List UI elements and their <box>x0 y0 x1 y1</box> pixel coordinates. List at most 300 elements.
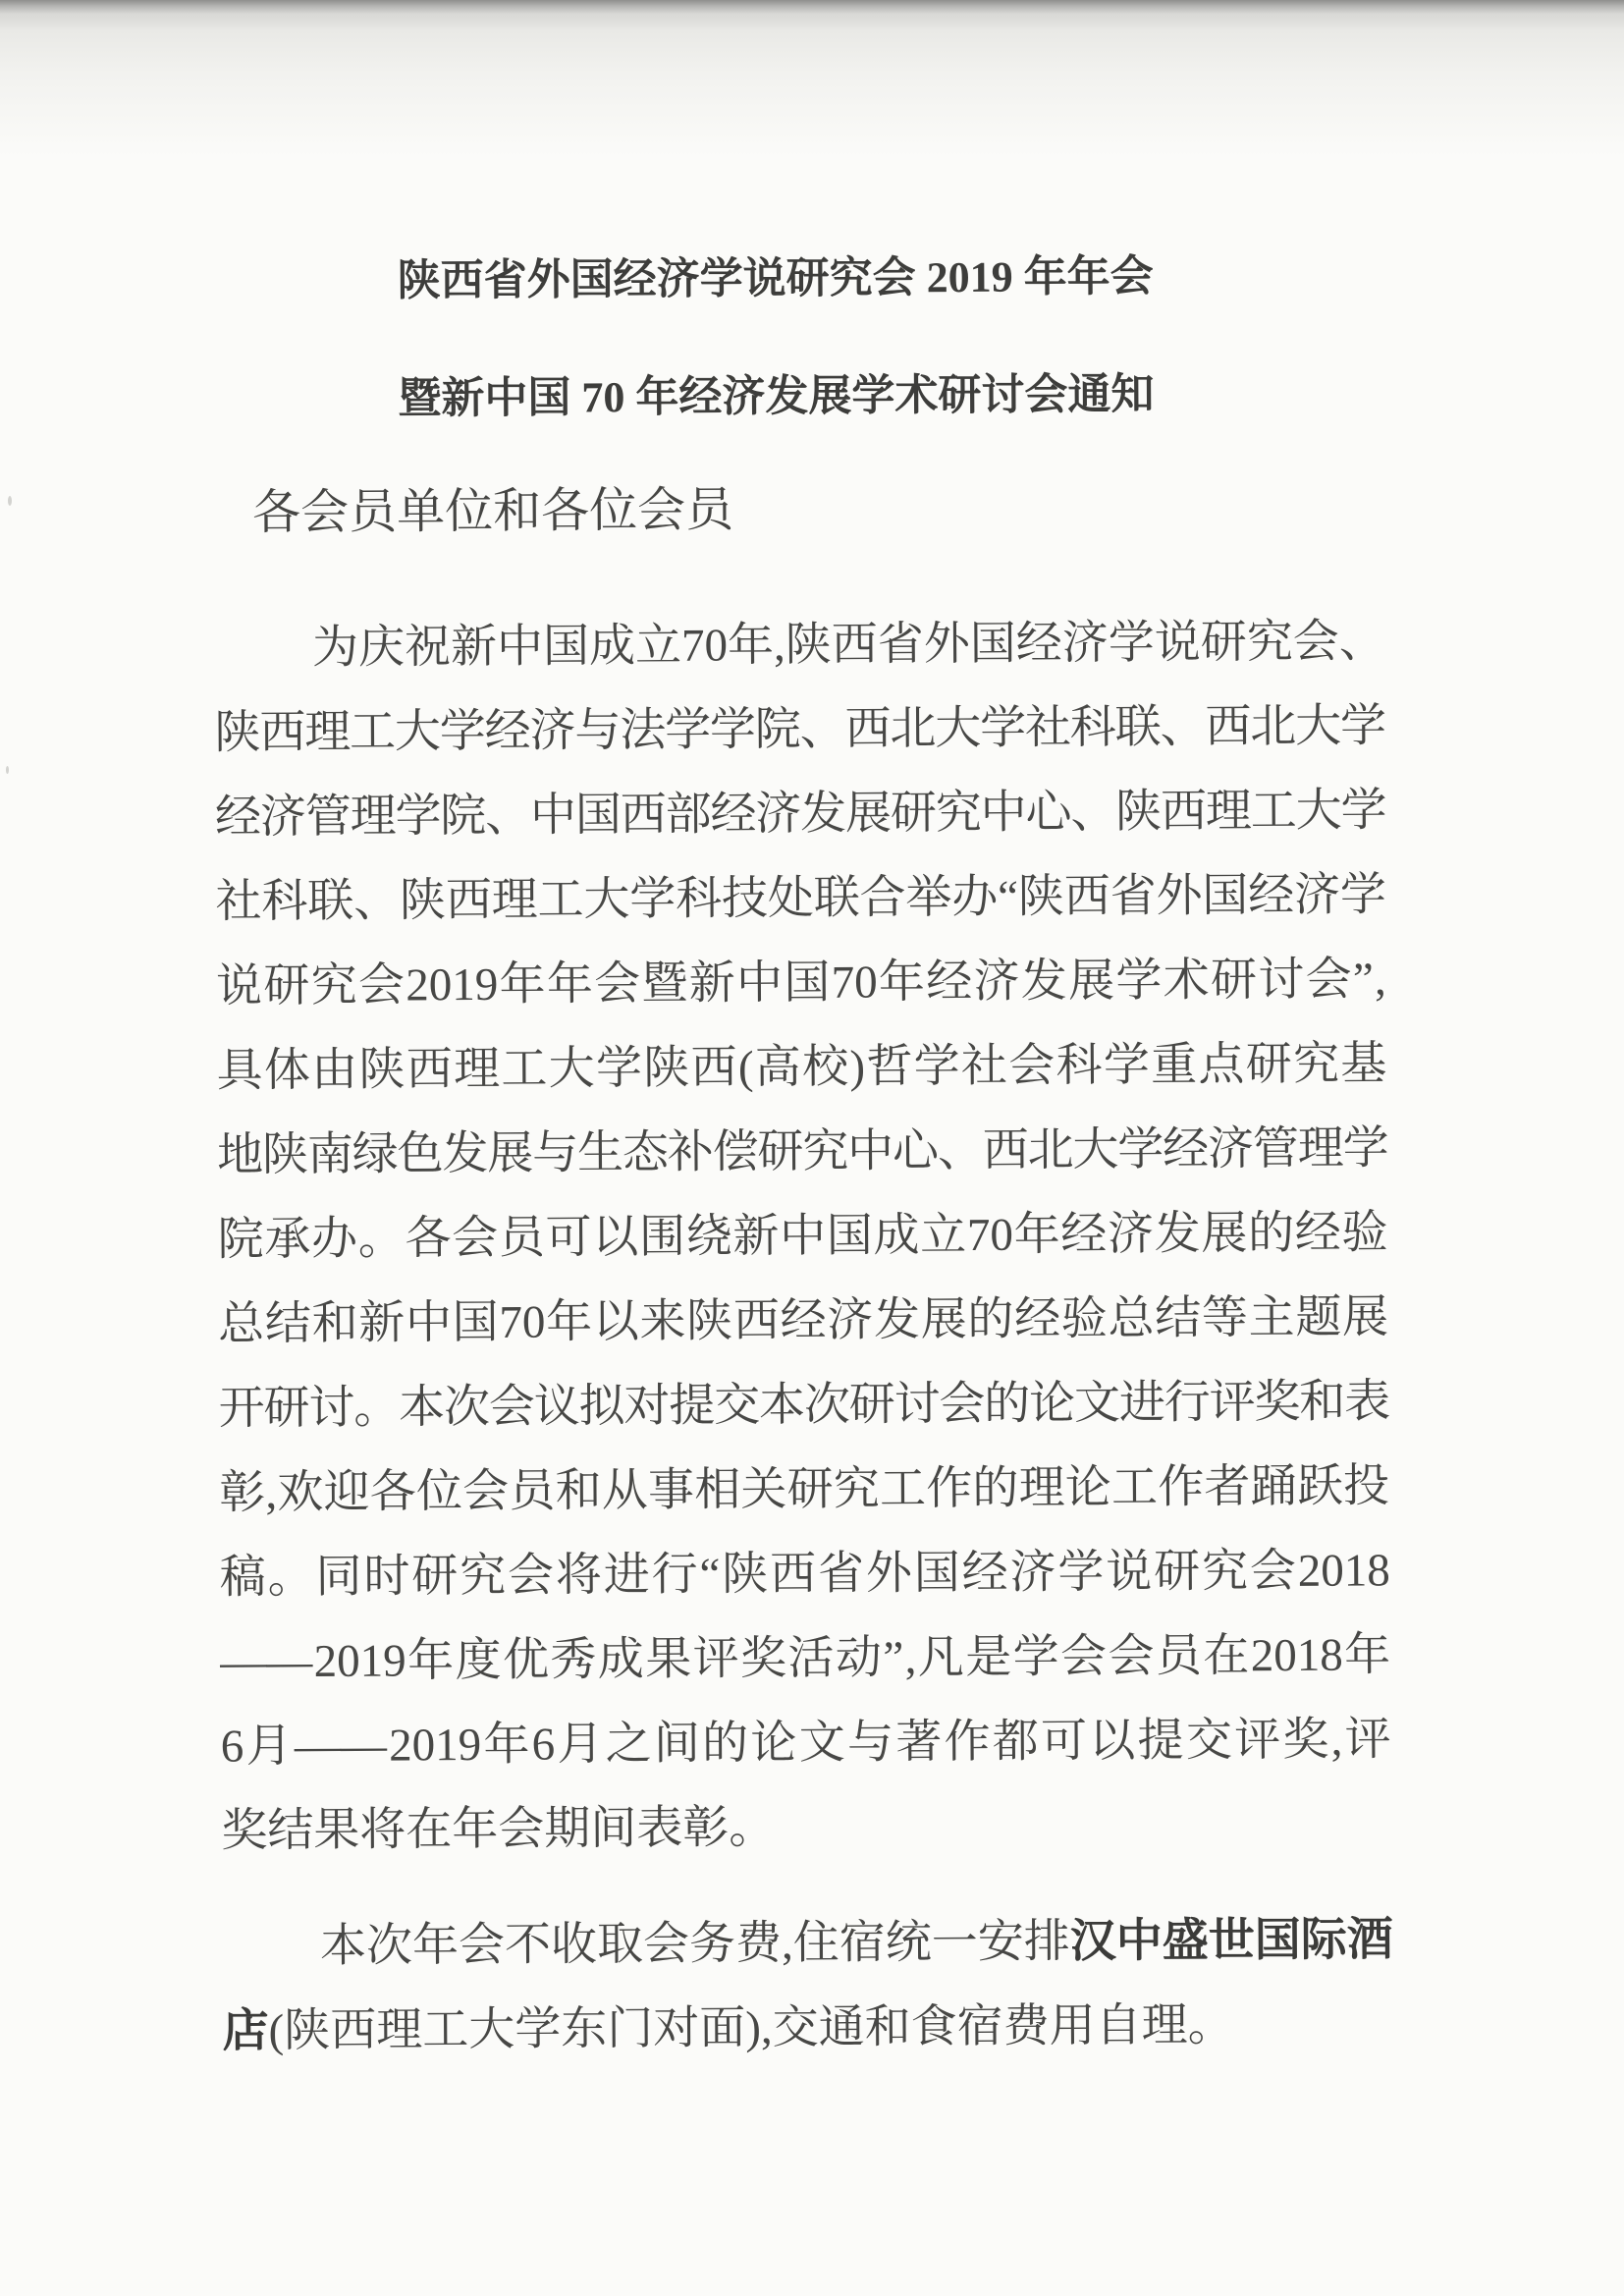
body-text: 交 <box>714 1380 759 1432</box>
body-text: 承 <box>264 1214 311 1266</box>
body-text: 研 <box>1200 617 1247 669</box>
body-text: 社 <box>960 1040 1008 1092</box>
body-text: 经 <box>1294 1207 1341 1259</box>
body-text: 祝 <box>404 622 452 674</box>
body-text: 国 <box>784 957 831 1010</box>
body-text: 来 <box>639 1295 686 1348</box>
body-text: 绕 <box>685 1211 732 1263</box>
body-text: 讨 <box>308 1382 354 1435</box>
text-line <box>218 1359 1389 1450</box>
body-text: 排 <box>1023 1916 1070 1968</box>
body-text: 西 <box>769 1548 817 1601</box>
body-text: 会 <box>594 957 641 1011</box>
body-text: 工 <box>1250 785 1296 838</box>
body-text: ” <box>1352 954 1374 1006</box>
body-text: 说 <box>1154 617 1201 669</box>
body-text: 展 <box>844 788 891 840</box>
body-text: 年 <box>483 1719 530 1771</box>
body-text: 结 <box>1155 1292 1202 1344</box>
body-text: 、 <box>799 703 845 755</box>
body-text: 生 <box>576 1127 623 1179</box>
body-text: 庆 <box>357 622 406 674</box>
body-text: 陕 <box>1017 871 1064 923</box>
body-text: 评 <box>1233 1715 1281 1767</box>
body-text: 学 <box>1117 1123 1163 1176</box>
body-text: 70 <box>831 957 878 1009</box>
body-text: 暨 <box>641 957 688 1010</box>
body-text: 投 <box>1342 1460 1390 1512</box>
body-text: 联 <box>813 872 860 924</box>
body-text: 会 <box>458 1919 506 1972</box>
body-text: 西 <box>831 619 878 671</box>
body-text: 陕 <box>686 1295 733 1347</box>
body-text: 科 <box>1056 1040 1103 1092</box>
body-text: 展 <box>920 1293 967 1346</box>
body-text: 理 <box>350 791 396 843</box>
body-text: 学 <box>1339 869 1386 921</box>
body-text: 年 <box>1013 1209 1060 1261</box>
body-text: 讨 <box>1258 954 1305 1007</box>
body-text: “ <box>998 871 1018 923</box>
body-text: 果 <box>645 1633 692 1685</box>
body-text: , <box>781 1918 793 1970</box>
body-text: 南 <box>306 1128 352 1181</box>
body-text: 学 <box>664 704 710 756</box>
body-text: 与 <box>846 1717 894 1769</box>
body-text: 中 <box>405 1297 453 1349</box>
body-text: 题 <box>1295 1291 1342 1343</box>
body-text: 经 <box>780 1294 827 1347</box>
body-text: 年 <box>727 620 775 672</box>
body-text: 地 <box>216 1129 262 1181</box>
body-text: 各 <box>405 1213 452 1265</box>
body-text: 成 <box>873 1210 920 1262</box>
body-text: 处 <box>767 872 814 925</box>
body-text: 同 <box>315 1551 362 1604</box>
body-text: 大 <box>1294 700 1340 752</box>
text-line <box>216 1021 1387 1113</box>
body-text: 发 <box>442 1127 488 1180</box>
body-text: 经 <box>710 789 756 841</box>
body-text: 济 <box>827 1294 874 1346</box>
body-text: 中 <box>529 790 575 842</box>
body-text: 展 <box>1341 1291 1389 1343</box>
body-text: ) <box>849 1041 866 1093</box>
body-text: 发 <box>800 788 845 840</box>
body-text: 省 <box>1110 870 1157 923</box>
body-text: 会 <box>939 1378 985 1431</box>
body-text: 经 <box>1015 618 1062 670</box>
text-line <box>215 768 1386 859</box>
body-text: 评 <box>1344 1714 1391 1766</box>
body-text: 北 <box>1250 700 1295 753</box>
body-text: 究 <box>310 959 357 1012</box>
body-text: 等 <box>1201 1292 1249 1344</box>
text-line <box>216 937 1387 1028</box>
body-text: 经 <box>214 792 260 844</box>
body-text: 大 <box>394 706 440 758</box>
body-text: 行 <box>1164 1377 1210 1429</box>
bold-text: 际 <box>1300 1914 1347 1966</box>
body-text: 究 <box>1201 1546 1249 1598</box>
body-text: 济 <box>1207 1123 1253 1175</box>
body-text: 位 <box>415 1466 463 1518</box>
body-text: 奖 <box>1282 1714 1329 1767</box>
body-text: 国 <box>542 621 590 673</box>
body-text: 研 <box>786 1463 834 1516</box>
bold-text: 中 <box>1115 1915 1163 1968</box>
body-text: 2019 <box>406 958 499 1011</box>
body-text: 的 <box>1247 1207 1295 1260</box>
body-text: 本 <box>758 1379 804 1432</box>
body-text: 会 <box>357 959 406 1011</box>
body-text: 主 <box>1248 1291 1295 1344</box>
scan-speck <box>6 766 9 774</box>
bold-text: 国 <box>1254 1914 1301 1967</box>
body-text: 院 <box>217 1214 264 1266</box>
body-text: 新 <box>358 1297 406 1349</box>
body-text: 济 <box>1061 618 1109 670</box>
body-text: 统 <box>885 1917 932 1969</box>
body-text: 可 <box>545 1212 592 1264</box>
body-text: 学 <box>1339 700 1385 752</box>
body-text: 院 <box>754 704 800 756</box>
body-text: , <box>1374 954 1386 1006</box>
body-text: 重 <box>1150 1039 1198 1091</box>
body-text: 学 <box>1340 785 1386 837</box>
body-text: 中 <box>980 787 1026 839</box>
body-text: 偿 <box>712 1126 758 1178</box>
body-text: 进 <box>1118 1377 1164 1430</box>
text-line <box>220 1613 1391 1704</box>
body-text: 技 <box>721 873 768 925</box>
body-text: 成 <box>597 1633 644 1686</box>
body-text: 研 <box>1245 1038 1292 1091</box>
body-text: 术 <box>1163 955 1210 1007</box>
body-text: 展 <box>1067 956 1115 1008</box>
body-text: —— <box>220 1636 313 1688</box>
body-text: 宿 <box>839 1917 886 1969</box>
body-text: 论 <box>1029 1378 1074 1430</box>
body-text: 行 <box>651 1549 698 1601</box>
body-text: , <box>1330 1714 1343 1766</box>
body-text: 时 <box>363 1551 410 1603</box>
body-text: 与 <box>574 705 621 757</box>
body-text: 欢 <box>277 1466 324 1519</box>
body-text: 新 <box>688 957 735 1010</box>
body-text: 学 <box>1115 955 1163 1008</box>
body-text: 理 <box>1205 786 1251 838</box>
body-text: 点 <box>1198 1039 1245 1091</box>
body-text: 、 <box>1338 616 1385 668</box>
body-text: 和 <box>1299 1376 1344 1428</box>
body-text: 次 <box>365 1920 413 1972</box>
body-text: 动 <box>835 1632 883 1684</box>
body-text: 70 <box>966 1209 1014 1261</box>
body-text: 会 <box>1108 1630 1155 1683</box>
body-text: 会 <box>1305 954 1352 1006</box>
body-text: 的 <box>967 1293 1014 1345</box>
body-text: 与 <box>531 1127 577 1179</box>
body-text: 的 <box>984 1378 1029 1430</box>
body-text: 次 <box>443 1381 489 1434</box>
underlined-char: 暨 <box>398 374 442 423</box>
body-text: 陕 <box>214 707 260 759</box>
body-text: 踊 <box>1250 1460 1297 1513</box>
paragraph-1 <box>214 599 1392 1873</box>
body-text: 会 <box>507 1550 555 1602</box>
body-text: 新 <box>450 621 498 674</box>
body-text: 结 <box>264 1298 312 1350</box>
body-text: 国 <box>913 1548 960 1600</box>
body-text: 中 <box>779 1210 827 1263</box>
body-text: 。 <box>267 1552 314 1604</box>
text-line <box>219 1444 1390 1535</box>
body-text: 工 <box>501 1043 548 1095</box>
body-text: 跃 <box>1296 1460 1344 1512</box>
body-text: 经 <box>1060 1209 1108 1261</box>
body-text: 管 <box>304 791 351 844</box>
body-text: 、 <box>485 790 530 842</box>
body-text: 经 <box>1163 1123 1208 1175</box>
body-text: 补 <box>667 1126 713 1178</box>
body-text: 中 <box>847 1125 893 1177</box>
body-text: 济 <box>1009 1547 1056 1599</box>
body-text: 国 <box>574 790 621 842</box>
body-text: 会 <box>1059 1631 1108 1683</box>
body-text: 2019 <box>388 1719 482 1772</box>
body-text: 年 <box>545 1296 593 1348</box>
body-text: 具 <box>216 1045 263 1097</box>
body-text: 总 <box>218 1298 265 1350</box>
body-text: 论 <box>750 1718 797 1770</box>
body-text: 拟 <box>578 1381 624 1433</box>
body-text: 西 <box>732 1295 781 1347</box>
body-text: , <box>265 1467 278 1519</box>
body-text: 省 <box>817 1548 865 1600</box>
body-text: 究 <box>1292 1038 1340 1090</box>
body-text: 工 <box>537 874 584 926</box>
body-text: 展 <box>1201 1208 1248 1260</box>
body-text: 办 <box>951 871 998 924</box>
body-text: 发 <box>1020 956 1067 1008</box>
body-text: 文 <box>798 1717 845 1770</box>
body-text: 高 <box>754 1041 801 1094</box>
body-text: 陕 <box>643 1042 690 1094</box>
body-text: 评 <box>1209 1377 1255 1429</box>
body-text: 社 <box>215 876 262 928</box>
body-text: ” <box>883 1632 904 1684</box>
body-text: 西 <box>620 789 666 842</box>
body-text: 学 <box>595 1042 643 1095</box>
body-text: 彰 <box>219 1467 266 1519</box>
body-text: 取 <box>596 1918 644 1971</box>
body-text: 事 <box>647 1464 695 1516</box>
body-text: 会 <box>488 1381 534 1433</box>
body-text: 研 <box>848 1379 894 1431</box>
body-text: 在 <box>1203 1630 1250 1682</box>
body-text: 2019 <box>313 1635 406 1688</box>
body-text: 以 <box>592 1296 639 1348</box>
body-text: 社 <box>1024 702 1070 754</box>
body-text: 发 <box>873 1294 921 1346</box>
body-text: 西 <box>259 707 305 759</box>
body-text: 以 <box>592 1212 639 1264</box>
body-text: 经 <box>961 1547 1008 1600</box>
body-text: 提 <box>1137 1715 1184 1767</box>
body-text: 都 <box>992 1716 1039 1768</box>
body-text: 学 <box>629 873 676 926</box>
first-line-indent <box>214 648 312 650</box>
body-text: 工 <box>349 706 395 758</box>
body-text: 新 <box>732 1211 780 1263</box>
body-text: 陕 <box>722 1549 769 1601</box>
body-text: 立 <box>920 1209 967 1262</box>
body-text: 学 <box>913 1041 960 1093</box>
body-text: 和 <box>311 1297 358 1350</box>
body-text: —— <box>294 1720 388 1773</box>
body-text: 一 <box>931 1916 978 1969</box>
body-text: 收 <box>550 1919 598 1971</box>
first-line-indent <box>222 1946 320 1948</box>
body-text: 说 <box>1106 1546 1153 1599</box>
body-text: 研 <box>1210 955 1258 1007</box>
body-text: 工 <box>1110 1461 1159 1514</box>
body-text: 年 <box>499 958 546 1011</box>
bold-text: 世 <box>1208 1915 1255 1967</box>
body-text: 活 <box>787 1632 835 1685</box>
bold-text: 汉 <box>1069 1916 1116 1968</box>
body-text: 校 <box>801 1041 849 1093</box>
body-text: 省 <box>877 619 924 671</box>
body-text: 开 <box>218 1383 264 1435</box>
text-line <box>221 1697 1392 1788</box>
body-text: 住 <box>792 1917 839 1970</box>
body-text: 本 <box>398 1382 444 1434</box>
body-text: 作 <box>926 1462 973 1515</box>
body-text: 文 <box>1073 1378 1119 1430</box>
body-text: 态 <box>622 1126 668 1179</box>
body-text: 是 <box>965 1631 1012 1683</box>
body-text: 年 <box>1344 1629 1391 1681</box>
body-text: 举 <box>905 872 952 924</box>
document-body <box>214 599 1393 2073</box>
body-text: 作 <box>1158 1461 1205 1513</box>
body-text: 科 <box>675 873 722 925</box>
body-text: 学 <box>1108 617 1155 670</box>
body-text: 北 <box>1027 1124 1073 1176</box>
body-text: 经 <box>1248 869 1294 922</box>
body-text: 由 <box>311 1044 358 1097</box>
body-text: 西 <box>1205 701 1251 753</box>
body-text: 次 <box>803 1379 849 1431</box>
body-text: 联 <box>307 875 353 928</box>
body-text: 科 <box>261 876 308 928</box>
body-text: 月 <box>245 1721 293 1773</box>
body-text: 部 <box>665 789 711 841</box>
body-text: 国 <box>1202 870 1248 922</box>
body-text: 工 <box>879 1463 927 1515</box>
body-text: 验 <box>1341 1207 1388 1259</box>
body-text: 西 <box>844 703 891 755</box>
document-title-line-1: 陕西省外国经济学说研究会 2019 年年会 <box>397 251 1154 305</box>
text-line <box>215 852 1386 944</box>
body-text: 经 <box>926 956 973 1009</box>
body-text: 合 <box>859 872 906 924</box>
body-text: 月 <box>557 1719 604 1771</box>
body-text: 奖 <box>1254 1376 1300 1429</box>
body-text: 究 <box>935 787 981 840</box>
body-text: 评 <box>692 1633 739 1685</box>
body-text: 安 <box>977 1916 1024 1968</box>
body-text: 哲 <box>866 1041 913 1093</box>
body-text: 70 <box>499 1296 546 1348</box>
body-text: 秀 <box>550 1634 597 1686</box>
body-text: 究 <box>802 1125 847 1177</box>
body-text: 大 <box>1072 1124 1118 1176</box>
body-text: 陕 <box>1115 786 1161 839</box>
body-text: 心 <box>892 1125 938 1177</box>
body-text: 进 <box>603 1549 650 1602</box>
body-text: 会 <box>1292 616 1339 668</box>
scan-speck <box>8 496 12 506</box>
body-text: 西 <box>1063 871 1110 923</box>
document-content <box>210 0 1393 2074</box>
body-text: , <box>904 1632 917 1684</box>
body-text: 色 <box>397 1128 443 1180</box>
body-text: 员 <box>509 1465 556 1517</box>
body-text: 学 <box>439 705 485 758</box>
body-text: 理 <box>453 1043 501 1096</box>
body-text: 研 <box>757 1125 803 1178</box>
body-text: 会 <box>1008 1040 1056 1092</box>
body-text: 体 <box>263 1045 311 1097</box>
body-text: 心 <box>1025 787 1071 839</box>
document-title-line-2 <box>190 361 1361 431</box>
body-text: 度 <box>455 1634 502 1687</box>
body-text: 奖 <box>739 1633 787 1685</box>
body-text: , <box>773 620 785 672</box>
body-text: 本 <box>319 1920 367 1973</box>
body-text: 年 <box>546 958 594 1011</box>
body-text: 关 <box>740 1464 787 1516</box>
body-text: 从 <box>601 1464 648 1517</box>
body-text: 西 <box>1160 786 1206 838</box>
body-text: 理 <box>1297 1122 1343 1175</box>
body-text: 研 <box>263 960 310 1012</box>
body-text: 优 <box>502 1634 550 1686</box>
body-text: 各 <box>369 1466 416 1518</box>
body-text: 讨 <box>893 1379 940 1431</box>
body-text: 会 <box>642 1918 690 1970</box>
bold-text: 店 <box>222 2005 269 2057</box>
text-line <box>214 683 1385 775</box>
body-text: 提 <box>669 1380 714 1432</box>
body-text: 费 <box>734 1918 783 1970</box>
body-text: 理 <box>1018 1462 1065 1514</box>
text-line <box>221 1781 1392 1873</box>
body-text: 学 <box>395 791 441 843</box>
body-text: 中 <box>735 957 784 1010</box>
body-text: 员 <box>498 1212 546 1264</box>
body-text: 著 <box>895 1717 943 1769</box>
body-text: 6 <box>531 1719 556 1771</box>
body-text: 研 <box>411 1551 459 1603</box>
body-text: 会 <box>1249 1545 1297 1598</box>
body-text: 论 <box>1064 1462 1111 1514</box>
body-text: 北 <box>890 703 936 755</box>
body-text: 会 <box>452 1212 499 1265</box>
